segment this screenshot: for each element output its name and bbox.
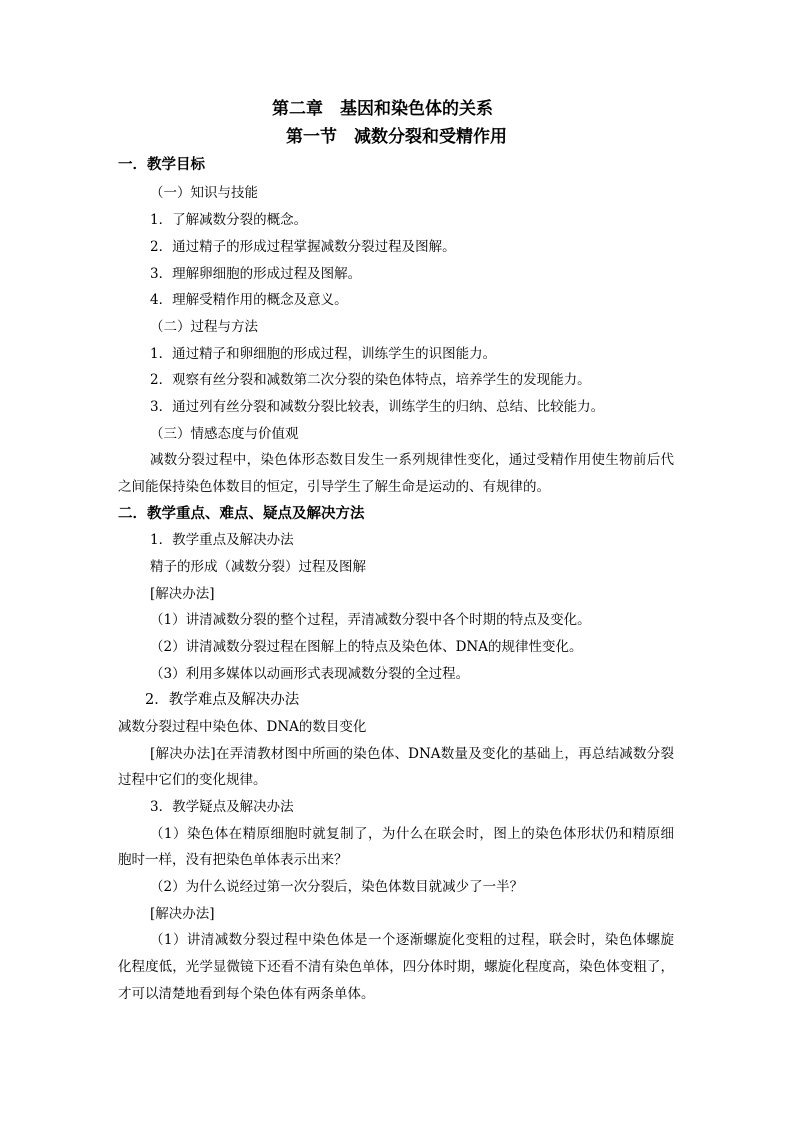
chapter-title: 第二章 基因和染色体的关系	[272, 99, 493, 119]
paragraph-line: 精子的形成（减数分裂）过程及图解	[150, 559, 366, 575]
list-item: 3．通过列有丝分裂和减数分裂比较表，训练学生的归纳、总结、比较能力。	[150, 399, 605, 415]
list-item: 1．通过精子和卵细胞的形成过程，训练学生的识图能力。	[150, 346, 497, 362]
list-item: 2．通过精子的形成过程掌握减数分裂过程及图解。	[150, 239, 456, 255]
list-item: （1）讲清减数分裂过程中染色体是一个逐渐螺旋化变粗的过程，联会时，染色体螺旋	[150, 932, 674, 948]
list-item: （3）利用多媒体以动画形式表现减数分裂的全过程。	[150, 666, 470, 682]
subheading-teaching-focus: 1．教学重点及解决办法	[150, 532, 294, 548]
paragraph-line: 过程中它们的变化规律。	[118, 772, 267, 788]
paragraph-line: 才可以清楚地看到每个染色体有两条单体。	[118, 986, 375, 1002]
list-item: 3．理解卵细胞的形成过程及图解。	[150, 266, 362, 282]
list-item: （2）为什么说经过第一次分裂后，染色体数目就减少了一半？	[150, 879, 524, 895]
solution-label: [解决办法]	[150, 906, 215, 922]
paragraph-line: 胞时一样，没有把染色单体表示出来？	[118, 852, 348, 868]
paragraph-line: [解决办法]在弄清教材图中所画的染色体、DNA数量及变化的基础上，再总结减数分裂	[150, 746, 674, 762]
paragraph-line: 减数分裂过程中，染色体形态数目发生一系列规律性变化，通过受精作用使生物前后代	[150, 452, 674, 468]
subheading-attitudes-values: （三）情感态度与价值观	[150, 426, 299, 442]
paragraph-line: 化程度低，光学显微镜下还看不清有染色单体，四分体时期，螺旋化程度高，染色体变粗了，	[118, 959, 674, 975]
list-item: （2）讲清减数分裂过程在图解上的特点及染色体、DNA的规律性变化。	[150, 639, 583, 655]
heading-teaching-objectives: 一．教学目标	[118, 156, 205, 173]
subheading-process-methods: （二）过程与方法	[150, 319, 258, 335]
list-item: 1．了解减数分裂的概念。	[150, 212, 308, 228]
subheading-teaching-difficulty: 2．教学难点及解决办法	[145, 692, 300, 708]
list-item: 2．观察有丝分裂和减数第二次分裂的染色体特点，培养学生的发现能力。	[150, 372, 591, 388]
section-title: 第一节 减数分裂和受精作用	[286, 127, 507, 147]
subheading-knowledge-skills: （一）知识与技能	[150, 185, 258, 201]
paragraph-line: 之间能保持染色体数目的恒定，引导学生了解生命是运动的、有规律的。	[118, 479, 550, 495]
list-item: （1）讲清减数分裂的整个过程，弄清减数分裂中各个时期的特点及变化。	[150, 612, 591, 628]
subheading-teaching-doubts: 3．教学疑点及解决办法	[150, 799, 294, 815]
heading-key-difficult-points: 二．教学重点、难点、疑点及解决方法	[118, 505, 365, 522]
list-item: 4．理解受精作用的概念及意义。	[150, 292, 348, 308]
solution-label: [解决办法]	[150, 586, 215, 602]
list-item: （1）染色体在精原细胞时就复制了，为什么在联会时，图上的染色体形状仍和精原细	[150, 826, 674, 842]
paragraph-line: 减数分裂过程中染色体、DNA的数目变化	[118, 719, 367, 735]
